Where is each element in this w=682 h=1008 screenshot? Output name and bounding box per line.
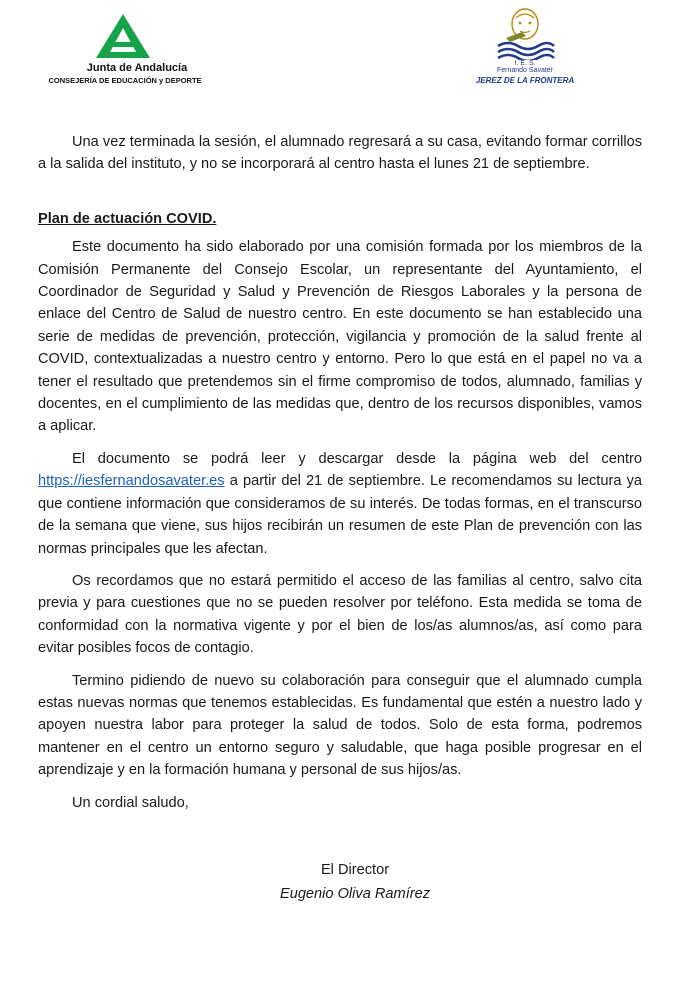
paragraph-collaboration: Termino pidiendo de nuevo su colaboración para conseguir que el alumnado cumpla estas nuevas normas que tenemos establecidas. Es fundamental que estén a nuestro lado y apoyen nuestra labor para proteger la salud de todos. Solo de esta forma, podremos mantener en el centro un entorno seguro y saludable, que haga posible progresar en el aprendizaje y en la formación humana y personal de sus hijos/as. (38, 672, 642, 779)
ies-school-name: Fernando Savater (496, 67, 554, 74)
junta-andalucia-emblem-icon (92, 12, 154, 60)
letter-body (38, 131, 642, 814)
paragraph-download-info (38, 448, 642, 560)
signature-block (240, 858, 470, 906)
paragraph-plan-description: Este documento ha sido elaborado por una comisión formada por los miembros de la Comisión Permanente del Consejo Escolar, un representante del Ayuntamiento, el Coordinador de Seguridad y Salud y Prevención de Riesgos Laborales y la persona de enlace del Centro de Salud de nuestro centro. En este documento se han establecido una serie de medidas de prevención, protección, vigilancia y promoción de la salud frente al COVID, contextualizadas a nuestro centro y entorno. Pero lo que está en el papel no va a tener el resultado que pretendemos sin el firme compromiso de todos, alumnado, familias y docentes, en el cumplimiento de las medidas que, dentro de los recursos disponibles, vamos a aplicar. (38, 239, 642, 435)
paragraph-access-rules: Os recordamos que no estará permitido el acceso de las familias al centro, salvo cita previa y para cuestiones que no se pueden resolver por teléfono. Esta medida se toma de conformidad con la normativa vigente y por el bien de los/as alumnos/as, así como para evitar posibles focos de contagio. (38, 572, 642, 657)
junta-andalucia-logo (40, 12, 210, 92)
paragraph-return-home: Una vez terminada la sesión, el alumnado regresará a su casa, evitando formar corrillos a la salida del instituto, y no se incorporará al centro hasta el lunes 21 de septiembre. (38, 134, 642, 173)
junta-andalucia-name: Junta de Andalucía (86, 62, 188, 74)
ies-emblem-icon (492, 6, 558, 60)
download-text-after: a partir del 21 de septiembre. Le recomendamos su lectura ya que contiene información que consideramos de su interés. De todas formas, en el transcurso de la semana que viene, sus hijos recibirán un resumen de este Plan de prevención con las normas principales que les afectan. (38, 473, 642, 557)
ies-city: JEREZ DE LA FRONTERA (475, 76, 575, 85)
section-heading: Plan de actuación COVID. (38, 210, 217, 227)
signature-role: El Director (320, 862, 390, 878)
ies-fernando-savater-logo (470, 6, 580, 88)
signature-name: Eugenio Oliva Ramírez (279, 886, 431, 902)
school-website-link[interactable]: https://iesfernandosavater.es (38, 473, 225, 490)
consejeria-subtitle: CONSEJERÍA DE EDUCACIÓN y DEPORTE (48, 76, 202, 85)
download-text-before: El documento se podrá leer y descargar desde la página web del centro (72, 450, 642, 467)
closing-greeting: Un cordial saludo, (72, 794, 189, 811)
ies-label: I. E. S. (514, 60, 536, 67)
